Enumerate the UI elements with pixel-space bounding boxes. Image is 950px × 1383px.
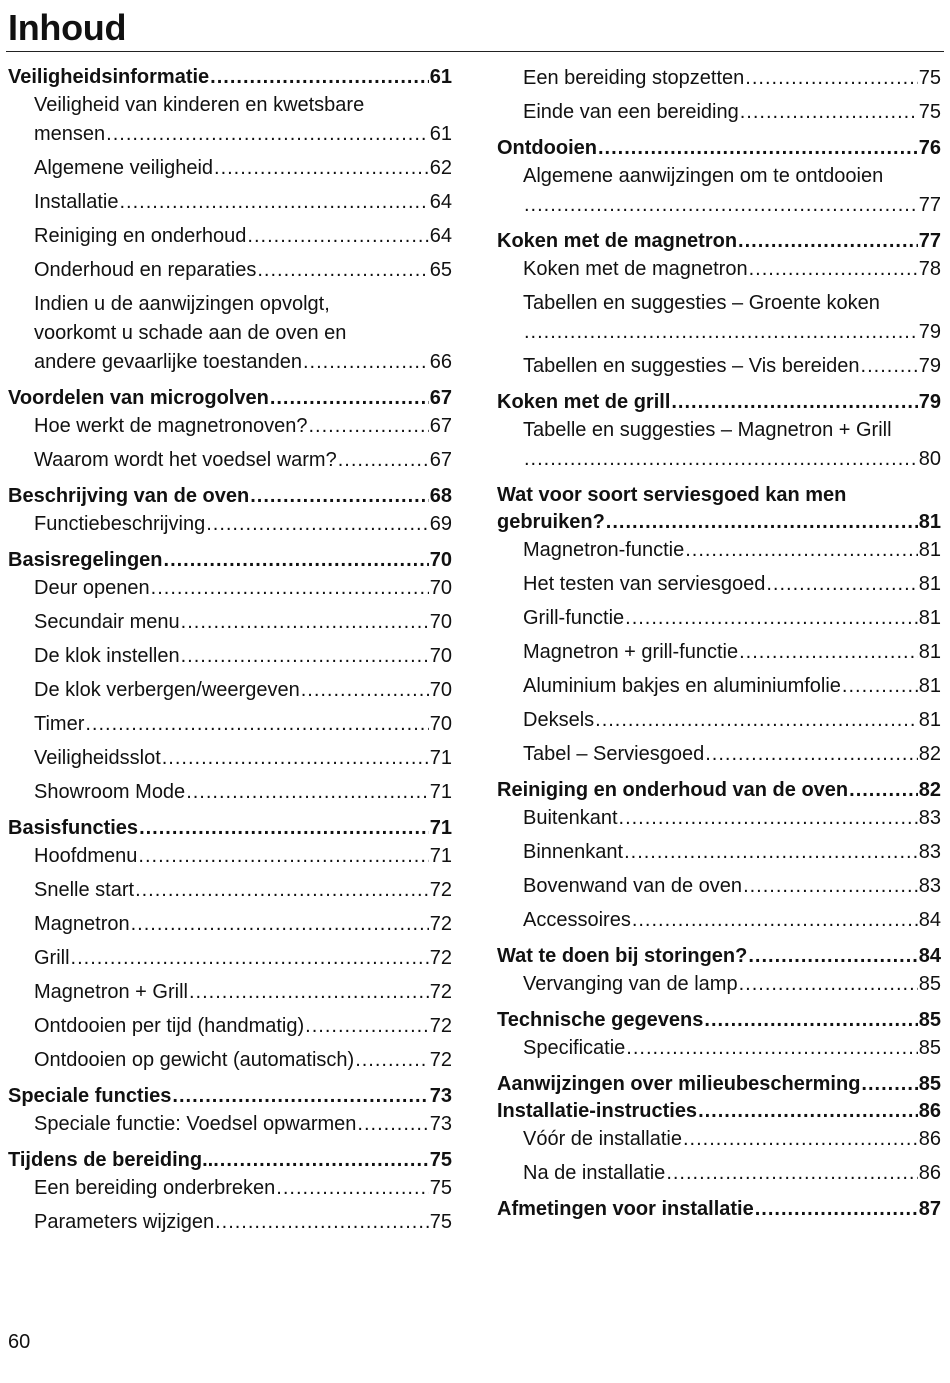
toc-section-entry	[8, 64, 452, 91]
toc-page-number: 67	[429, 449, 452, 471]
toc-subsection-entry	[8, 412, 452, 441]
toc-section-entry	[8, 547, 452, 574]
toc-entry-title: Koken met de magnetron	[497, 230, 738, 252]
toc-page-number: 70	[429, 679, 452, 701]
dot-leader	[247, 222, 428, 251]
toc-entry-title: Showroom Mode	[34, 781, 186, 803]
toc-entry-title: Functiebeschrijving	[34, 513, 206, 535]
toc-page-number: 64	[429, 191, 452, 213]
toc-entry-title: Basisregelingen	[8, 549, 163, 571]
toc-subsection-entry	[497, 740, 941, 769]
toc-page-number: 72	[429, 879, 452, 901]
toc-page-number: 67	[429, 387, 452, 409]
toc-page-number: 85	[918, 1037, 941, 1059]
dot-leader	[215, 1208, 429, 1237]
toc-section-entry	[8, 815, 452, 842]
toc-entry-title: Beschrijving van de oven	[8, 485, 250, 507]
toc-subsection-entry	[497, 64, 941, 93]
dot-leader	[705, 740, 918, 769]
toc-subsection-entry	[8, 188, 452, 217]
dot-leader	[740, 98, 918, 127]
dot-leader	[704, 1007, 917, 1034]
toc-page-number: 73	[429, 1085, 452, 1107]
toc-entry-title: Koken met de magnetron	[523, 258, 748, 280]
dot-leader	[861, 352, 918, 381]
toc-entry-title: Veiligheidsslot	[34, 747, 161, 769]
page-number: 60	[8, 1331, 31, 1353]
toc-entry-title: Ontdooien op gewicht (automatisch)	[34, 1049, 355, 1071]
dot-leader	[189, 978, 429, 1007]
toc-entry-title: Tabel – Serviesgoed	[523, 743, 705, 765]
toc-entry-title: Speciale functie: Voedsel opwarmen	[34, 1113, 357, 1135]
dot-leader	[683, 1125, 918, 1154]
toc-subsection-entry	[8, 290, 452, 377]
toc-page-number: 81	[918, 511, 941, 533]
dot-leader	[214, 154, 429, 183]
toc-section-entry	[497, 943, 941, 970]
toc-entry-title: Specificatie	[523, 1037, 626, 1059]
toc-entry-title: Magnetron + grill-functie	[523, 641, 739, 663]
toc-page-number: 61	[429, 123, 452, 145]
dot-leader	[632, 906, 918, 935]
toc-subsection-entry	[497, 672, 941, 701]
dot-leader	[595, 706, 918, 735]
toc-section-entry	[8, 483, 452, 510]
toc-subsection-entry	[8, 944, 452, 973]
dot-leader	[861, 1071, 917, 1098]
toc-page-number: 72	[429, 913, 452, 935]
toc-page-number: 75	[429, 1149, 452, 1171]
toc-subsection-entry	[497, 604, 941, 633]
toc-entry-title: Aluminium bakjes en aluminiumfolie	[523, 675, 841, 697]
dot-leader	[625, 604, 918, 633]
toc-page-number: 81	[918, 573, 941, 595]
toc-subsection-entry	[8, 842, 452, 871]
toc-subsection-entry	[8, 1110, 452, 1139]
toc-subsection-entry	[497, 1159, 941, 1188]
dot-leader	[338, 446, 429, 475]
dot-leader	[671, 389, 917, 416]
toc-entry-title: Tabellen en suggesties – Vis bereiden	[523, 355, 860, 377]
toc-entry-title-line: Veiligheid van kinderen en kwetsbare	[34, 94, 365, 116]
dot-leader	[619, 804, 918, 833]
toc-subsection-entry	[8, 154, 452, 183]
toc-page-number: 70	[429, 645, 452, 667]
dot-leader	[849, 777, 918, 804]
toc-section-entry	[497, 228, 941, 255]
toc-entry-title: Magnetron-functie	[523, 539, 685, 561]
dot-leader	[220, 1147, 429, 1174]
dot-leader	[186, 778, 429, 807]
toc-entry-title: Wat te doen bij storingen?	[497, 945, 748, 967]
toc-entry-title: Grill	[34, 947, 70, 969]
toc-entry-title: Technische gegevens	[497, 1009, 704, 1031]
toc-page-number: 85	[918, 1009, 941, 1031]
toc-subsection-entry	[497, 570, 941, 599]
dot-leader	[250, 483, 429, 510]
toc-page-number: 82	[918, 743, 941, 765]
toc-subsection-entry	[8, 876, 452, 905]
toc-page-number: 80	[918, 448, 941, 470]
toc-subsection-entry	[8, 222, 452, 251]
toc-entry-title: Binnenkant	[523, 841, 624, 863]
dot-leader	[120, 188, 429, 217]
toc-section-entry	[8, 385, 452, 412]
toc-page-number: 61	[429, 66, 452, 88]
dot-leader	[206, 510, 429, 539]
toc-subsection-entry	[8, 1046, 452, 1075]
toc-page-number: 72	[429, 1049, 452, 1071]
toc-page-number: 81	[918, 641, 941, 663]
toc-page-number: 81	[918, 675, 941, 697]
dot-leader	[755, 1196, 918, 1223]
toc-entry-title: Vervanging van de lamp	[523, 973, 738, 995]
toc-subsection-entry	[8, 710, 452, 739]
toc-subsection-entry	[497, 255, 941, 284]
toc-page-number: 75	[918, 101, 941, 123]
toc-page-number: 69	[429, 513, 452, 535]
toc-entry-title: Het testen van serviesgoed	[523, 573, 766, 595]
toc-subsection-entry	[497, 638, 941, 667]
toc-subsection-entry	[8, 1208, 452, 1237]
toc-subsection-entry	[497, 872, 941, 901]
toc-entry-title: Waarom wordt het voedsel warm?	[34, 449, 337, 471]
dot-leader	[181, 608, 429, 637]
toc-entry-title: Een bereiding onderbreken	[34, 1177, 276, 1199]
toc-entry-title: Secundair menu	[34, 611, 180, 633]
toc-page-number: 81	[918, 539, 941, 561]
toc-entry-title: Veiligheidsinformatie	[8, 66, 210, 88]
toc-page-number: 71	[429, 747, 452, 769]
dot-leader	[698, 1098, 918, 1125]
dot-leader	[842, 672, 918, 701]
toc-subsection-entry	[8, 446, 452, 475]
toc-entry-title: Ontdooien	[497, 137, 597, 159]
toc-page-number: 76	[918, 137, 941, 159]
toc-entry-title: Grill-functie	[523, 607, 625, 629]
toc-page-number: 70	[429, 549, 452, 571]
dot-leader	[748, 943, 917, 970]
dot-leader	[598, 135, 918, 162]
toc-page-number: 86	[918, 1100, 941, 1122]
toc-subsection-entry	[8, 1174, 452, 1203]
toc-page-number: 70	[429, 611, 452, 633]
toc-page-number: 71	[429, 845, 452, 867]
dot-leader	[749, 255, 918, 284]
toc-subsection-entry	[8, 256, 452, 285]
toc-page-number: 82	[918, 779, 941, 801]
toc-subsection-entry	[497, 416, 941, 474]
toc-entry-title: Na de installatie	[523, 1162, 666, 1184]
toc-entry-title: andere gevaarlijke toestanden	[34, 351, 302, 373]
toc-page-number: 83	[918, 875, 941, 897]
toc-page-number: 79	[918, 321, 941, 343]
toc-entry-title-line: Wat voor soort serviesgoed kan men	[497, 484, 847, 506]
toc-entry-title: Snelle start	[34, 879, 135, 901]
title-divider	[6, 51, 944, 52]
toc-section-entry	[497, 777, 941, 804]
toc-subsection-entry	[497, 1125, 941, 1154]
toc-subsection-entry	[8, 510, 452, 539]
toc-page-number: 75	[429, 1211, 452, 1233]
dot-leader	[210, 64, 429, 91]
toc-subsection-entry	[8, 910, 452, 939]
toc-entry-title: Onderhoud en reparaties	[34, 259, 257, 281]
toc-entry-title: Installatie	[34, 191, 119, 213]
toc-page-number: 65	[429, 259, 452, 281]
toc-page-number: 68	[429, 485, 452, 507]
toc-section-entry	[497, 1098, 941, 1125]
toc-entry-title: Tijdens de bereiding...	[8, 1149, 219, 1171]
toc-entry-title: Deur openen	[34, 577, 150, 599]
toc-page-number: 78	[918, 258, 941, 280]
toc-page-number: 70	[429, 577, 452, 599]
toc-page-number: 77	[918, 194, 941, 216]
toc-entry-title: Hoofdmenu	[34, 845, 138, 867]
toc-entry-title: Einde van een bereiding	[523, 101, 739, 123]
dot-leader	[139, 815, 429, 842]
toc-page-number: 79	[918, 355, 941, 377]
toc-subsection-entry	[497, 804, 941, 833]
toc-entry-title: Koken met de grill	[497, 391, 671, 413]
toc-subsection-entry	[497, 289, 941, 347]
toc-subsection-entry	[8, 778, 452, 807]
dot-leader	[276, 1174, 428, 1203]
toc-entry-title: Magnetron + Grill	[34, 981, 188, 1003]
toc-entry-title: Vóór de installatie	[523, 1128, 682, 1150]
toc-entry-title: Speciale functies	[8, 1085, 172, 1107]
toc-page-number: 72	[429, 1015, 452, 1037]
dot-leader	[766, 570, 917, 599]
dot-leader	[301, 676, 429, 705]
toc-entry-title: Een bereiding stopzetten	[523, 67, 745, 89]
dot-leader	[626, 1034, 917, 1063]
dot-leader	[85, 710, 428, 739]
toc-page-number: 71	[429, 817, 452, 839]
toc-page-number: 72	[429, 947, 452, 969]
toc-subsection-entry	[497, 970, 941, 999]
toc-entry-title: De klok verbergen/weergeven	[34, 679, 300, 701]
dot-leader	[738, 228, 918, 255]
toc-subsection-entry	[8, 676, 452, 705]
toc-subsection-entry	[8, 744, 452, 773]
toc-entry-title: mensen	[34, 123, 106, 145]
toc-subsection-entry	[497, 906, 941, 935]
toc-subsection-entry	[497, 98, 941, 127]
toc-right-column	[497, 64, 941, 1223]
dot-leader	[71, 944, 429, 973]
dot-leader	[162, 744, 429, 773]
toc-page-number: 84	[918, 945, 941, 967]
toc-entry-title: Buitenkant	[523, 807, 618, 829]
toc-entry-title-line: Tabellen en suggesties – Groente koken	[523, 292, 880, 314]
toc-entry-title: Reiniging en onderhoud	[34, 225, 247, 247]
dot-leader	[739, 970, 918, 999]
toc-page-number: 85	[918, 1073, 941, 1095]
toc-page-number: 83	[918, 807, 941, 829]
toc-section-entry	[8, 1147, 452, 1174]
toc-entry-title: Accessoires	[523, 909, 631, 931]
toc-subsection-entry	[8, 608, 452, 637]
toc-entry-title: Deksels	[523, 709, 595, 731]
toc-page-number: 75	[429, 1177, 452, 1199]
toc-left-column	[8, 64, 452, 1242]
toc-entry-title: De klok instellen	[34, 645, 180, 667]
dot-leader	[106, 120, 429, 149]
dot-leader	[151, 574, 429, 603]
toc-entry-title: Hoe werkt de magnetronoven?	[34, 415, 308, 437]
dot-leader	[524, 318, 918, 347]
toc-page-number: 64	[429, 225, 452, 247]
toc-section-entry	[8, 1083, 452, 1110]
toc-entry-title-line: Algemene aanwijzingen om te ontdooien	[523, 165, 884, 187]
toc-entry-title: Timer	[34, 713, 85, 735]
toc-page-number: 72	[429, 981, 452, 1003]
toc-entry-title-line: Indien u de aanwijzingen opvolgt,	[34, 293, 330, 315]
dot-leader	[739, 638, 918, 667]
toc-page-number: 75	[918, 67, 941, 89]
toc-entry-title: Magnetron	[34, 913, 130, 935]
toc-page-number: 85	[918, 973, 941, 995]
toc-page-number: 66	[429, 351, 452, 373]
toc-entry-title: Algemene veiligheid	[34, 157, 214, 179]
toc-subsection-entry	[497, 706, 941, 735]
dot-leader	[257, 256, 428, 285]
toc-page-number: 62	[429, 157, 452, 179]
toc-entry-title-line: voorkomt u schade aan de oven en	[34, 322, 347, 344]
dot-leader	[138, 842, 428, 871]
toc-subsection-entry	[8, 642, 452, 671]
dot-leader	[524, 445, 918, 474]
toc-section-entry	[497, 482, 941, 536]
toc-subsection-entry	[497, 352, 941, 381]
dot-leader	[164, 547, 429, 574]
toc-entry-title: Bovenwand van de oven	[523, 875, 743, 897]
toc-entry-title: gebruiken?	[497, 511, 605, 533]
toc-entry-title: Voordelen van microgolven	[8, 387, 269, 409]
toc-subsection-entry	[8, 978, 452, 1007]
dot-leader	[181, 642, 429, 671]
dot-leader	[606, 509, 918, 536]
toc-entry-title: Ontdooien per tijd (handmatig)	[34, 1015, 305, 1037]
toc-entry-title: Parameters wijzigen	[34, 1211, 215, 1233]
toc-subsection-entry	[8, 91, 452, 149]
toc-page-number: 77	[918, 230, 941, 252]
dot-leader	[135, 876, 429, 905]
toc-entry-title: Reiniging en onderhoud van de oven	[497, 779, 849, 801]
toc-entry-title-line: Tabelle en suggesties – Magnetron + Grill	[523, 419, 892, 441]
toc-page-number: 70	[429, 713, 452, 735]
dot-leader	[357, 1110, 428, 1139]
toc-entry-title: Installatie-instructies	[497, 1100, 698, 1122]
dot-leader	[666, 1159, 917, 1188]
toc-page-number: 81	[918, 607, 941, 629]
toc-page-number: 86	[918, 1128, 941, 1150]
toc-entry-title: Aanwijzingen over milieubescherming	[497, 1073, 861, 1095]
toc-section-entry	[497, 135, 941, 162]
dot-leader	[524, 191, 918, 220]
dot-leader	[303, 348, 429, 377]
toc-entry-title: Basisfuncties	[8, 817, 139, 839]
toc-section-entry	[497, 1196, 941, 1223]
toc-section-entry	[497, 1071, 941, 1098]
toc-subsection-entry	[8, 1012, 452, 1041]
toc-page-number: 67	[429, 415, 452, 437]
dot-leader	[624, 838, 918, 867]
dot-leader	[685, 536, 918, 565]
toc-subsection-entry	[8, 574, 452, 603]
toc-page-number: 73	[429, 1113, 452, 1135]
dot-leader	[172, 1083, 428, 1110]
toc-subsection-entry	[497, 838, 941, 867]
toc-page-number: 87	[918, 1198, 941, 1220]
page-title: Inhoud	[8, 7, 127, 48]
toc-page-number: 79	[918, 391, 941, 413]
dot-leader	[309, 412, 429, 441]
dot-leader	[745, 64, 917, 93]
toc-subsection-entry	[497, 162, 941, 220]
toc-subsection-entry	[497, 1034, 941, 1063]
toc-page-number: 71	[429, 781, 452, 803]
toc-page-number: 81	[918, 709, 941, 731]
toc-page-number: 86	[918, 1162, 941, 1184]
toc-page-number: 84	[918, 909, 941, 931]
dot-leader	[355, 1046, 429, 1075]
toc-section-entry	[497, 389, 941, 416]
dot-leader	[305, 1012, 429, 1041]
toc-subsection-entry	[497, 536, 941, 565]
dot-leader	[131, 910, 429, 939]
toc-page-number: 83	[918, 841, 941, 863]
dot-leader	[743, 872, 918, 901]
dot-leader	[270, 385, 429, 412]
toc-section-entry	[497, 1007, 941, 1034]
toc-entry-title: Afmetingen voor installatie	[497, 1198, 754, 1220]
